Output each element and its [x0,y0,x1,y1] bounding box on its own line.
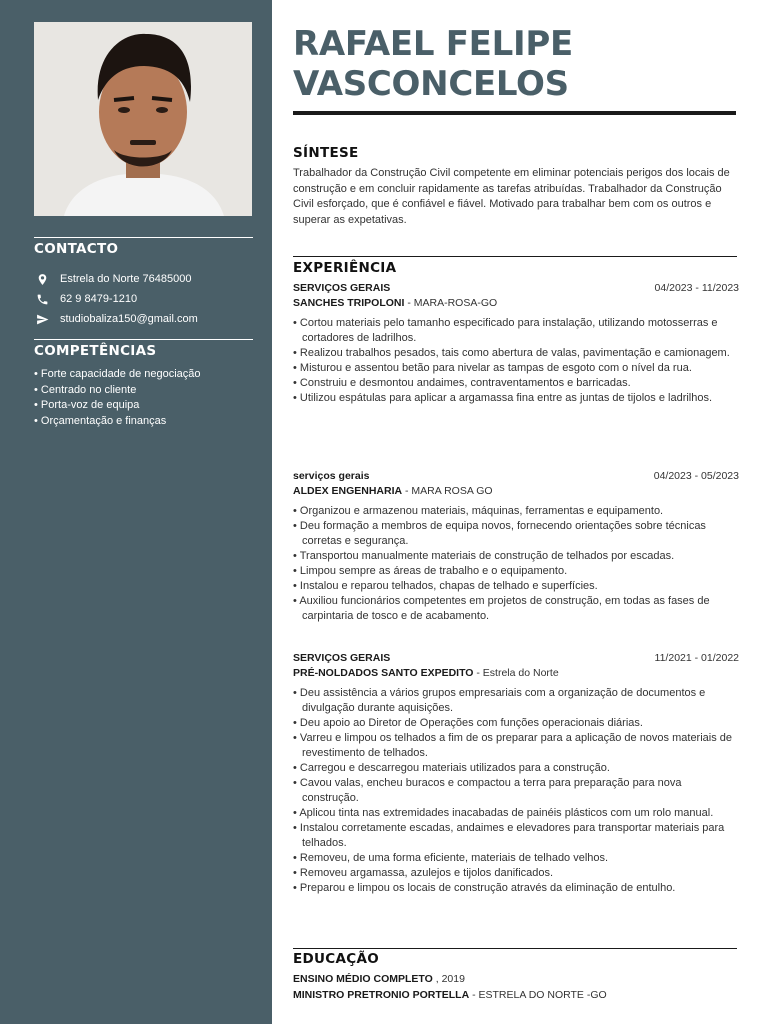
job-bullet: • Deu apoio ao Diretor de Operações com funções operacionais diárias. [293,716,739,731]
job-dates: 11/2021 - 01/2022 [654,652,739,664]
education-year: , 2019 [432,973,465,985]
job-company-line [293,484,739,499]
job-bullet: • Preparou e limpou os locais de construção através da eliminação de entulho. [293,881,739,896]
education-divider [293,948,737,949]
experience-title: EXPERIÊNCIA [293,260,397,276]
job-company: ALDEX ENGENHARIA [293,485,403,497]
education-school: MINISTRO PRETRONIO PORTELLA [293,989,470,1001]
job-bullet: • Varreu e limpou os telhados a fim de os preparar para a aplicação de novos materiais de revestimento de telhados. [293,731,739,761]
skills-title: COMPETÊNCIAS [34,339,253,363]
job-company: SANCHES TRIPOLONI [293,297,405,309]
job-bullet: • Carregou e descarregou materiais utilizados para a construção. [293,761,739,776]
location-text: Estrela do Norte 76485000 [60,273,192,285]
job-location: - Estrela do Norte [473,667,559,679]
job-location: - MARA-ROSA-GO [404,297,498,309]
job-bullet: • Construiu e desmontou andaimes, contraventamentos e barricadas. [293,376,739,391]
job-bullet: • Auxiliou funcionários competentes em projetos de construção, em todas as fases de carpintaria de tosco e de acabamento. [293,594,739,624]
job-dates: 04/2023 - 05/2023 [653,470,739,482]
job-bullet: • Organizou e armazenou materiais, máquinas, ferramentas e equipamento. [293,504,739,519]
profile-photo [34,22,252,216]
job-company-line [293,666,739,681]
contact-phone [34,289,253,309]
job-bullets [293,316,739,406]
skill-item: • Orçamentação e finanças [34,414,253,430]
education-degree-line [293,971,738,987]
email-text: studiobaliza150@gmail.com [60,313,198,325]
header-divider [293,111,736,115]
job-bullets [293,686,739,896]
phone-icon [34,292,50,306]
job-header [293,469,739,484]
job-title: serviços gerais [293,470,370,482]
job-bullet: • Realizou trabalhos pesados, tais como abertura de valas, pavimentação e camionagem. [293,346,739,361]
job-bullet: • Deu assistência a vários grupos empresariais com a organização de documentos e divulgação durante aquisições. [293,686,739,716]
education-title: EDUCAÇÃO [293,951,379,967]
summary-title: SÍNTESE [293,145,359,161]
job-header [293,651,739,666]
job-header [293,281,739,296]
contact-email [34,309,253,329]
contact-location [34,269,253,289]
job-bullet: • Limpou sempre as áreas de trabalho e o equipamento. [293,564,739,579]
job-company: PRÉ-NOLDADOS SANTO EXPEDITO [293,667,474,679]
job-bullet: • Cortou materiais pelo tamanho especificado para instalação, utilizando motosserras e cortadores de ladrilhos. [293,316,739,346]
skill-item: • Forte capacidade de negociação [34,367,253,383]
skill-item: • Centrado no cliente [34,383,253,399]
job-dates: 04/2023 - 11/2023 [654,282,739,294]
job-bullet: • Instalou corretamente escadas, andaimes e elevadores para transportar materiais para telhados. [293,821,739,851]
summary-text: Trabalhador da Construção Civil competente em eliminar potenciais perigos dos locais de construção e em concluir rapidamente as tarefas atribuídas. Trabalhador da Construção Civil esforçado, que é confiável e fiável. Motivado para trabalhar bem com os outros e superar as expetativas. [293,167,730,226]
phone-text: 62 9 8479-1210 [60,293,138,305]
candidate-name: RAFAEL FELIPE VASCONCELOS [293,24,573,104]
education-degree: ENSINO MÉDIO COMPLETO [293,973,433,985]
job-title: SERVIÇOS GERAIS [293,282,391,294]
job-bullets [293,504,739,624]
education-location: - ESTRELA DO NORTE -GO [469,989,607,1001]
job-title: SERVIÇOS GERAIS [293,652,391,664]
job-location: - MARA ROSA GO [402,485,493,497]
experience-divider [293,256,737,257]
location-pin-icon [34,272,50,286]
send-icon [34,312,50,326]
profile-photo-icon [34,22,252,216]
job-bullet: • Cavou valas, encheu buracos e compactou a terra para preparação para nova construção. [293,776,739,806]
contact-section [34,237,253,329]
job-bullet: • Misturou e assentou betão para nivelar as tampas de esgoto com o nível da rua. [293,361,739,376]
job-bullet: • Aplicou tinta nas extremidades inacabadas de painéis plásticos com um rolo manual. [293,806,739,821]
sidebar [0,0,272,1024]
job-bullet: • Utilizou espátulas para aplicar a argamassa fina entre as juntas de tijolos e ladrilhos. [293,391,739,406]
job-bullet: • Removeu, de uma forma eficiente, materiais de telhado velhos. [293,851,739,866]
job-bullet: • Instalou e reparou telhados, chapas de telhado e superfícies. [293,579,739,594]
job-entry [293,281,739,406]
education-school-line [293,987,738,1003]
skill-item: • Porta-voz de equipa [34,398,253,414]
job-bullet: • Transportou manualmente materiais de construção de telhados por escadas. [293,549,739,564]
job-company-line [293,296,739,311]
job-entry [293,469,739,624]
contact-title: CONTACTO [34,237,253,261]
job-bullet: • Deu formação a membros de equipa novos, fornecendo orientações sobre técnicas corretas e segurança. [293,519,739,549]
skills-section [34,339,253,429]
job-bullet: • Removeu argamassa, azulejos e tijolos danificados. [293,866,739,881]
job-entry [293,651,739,896]
